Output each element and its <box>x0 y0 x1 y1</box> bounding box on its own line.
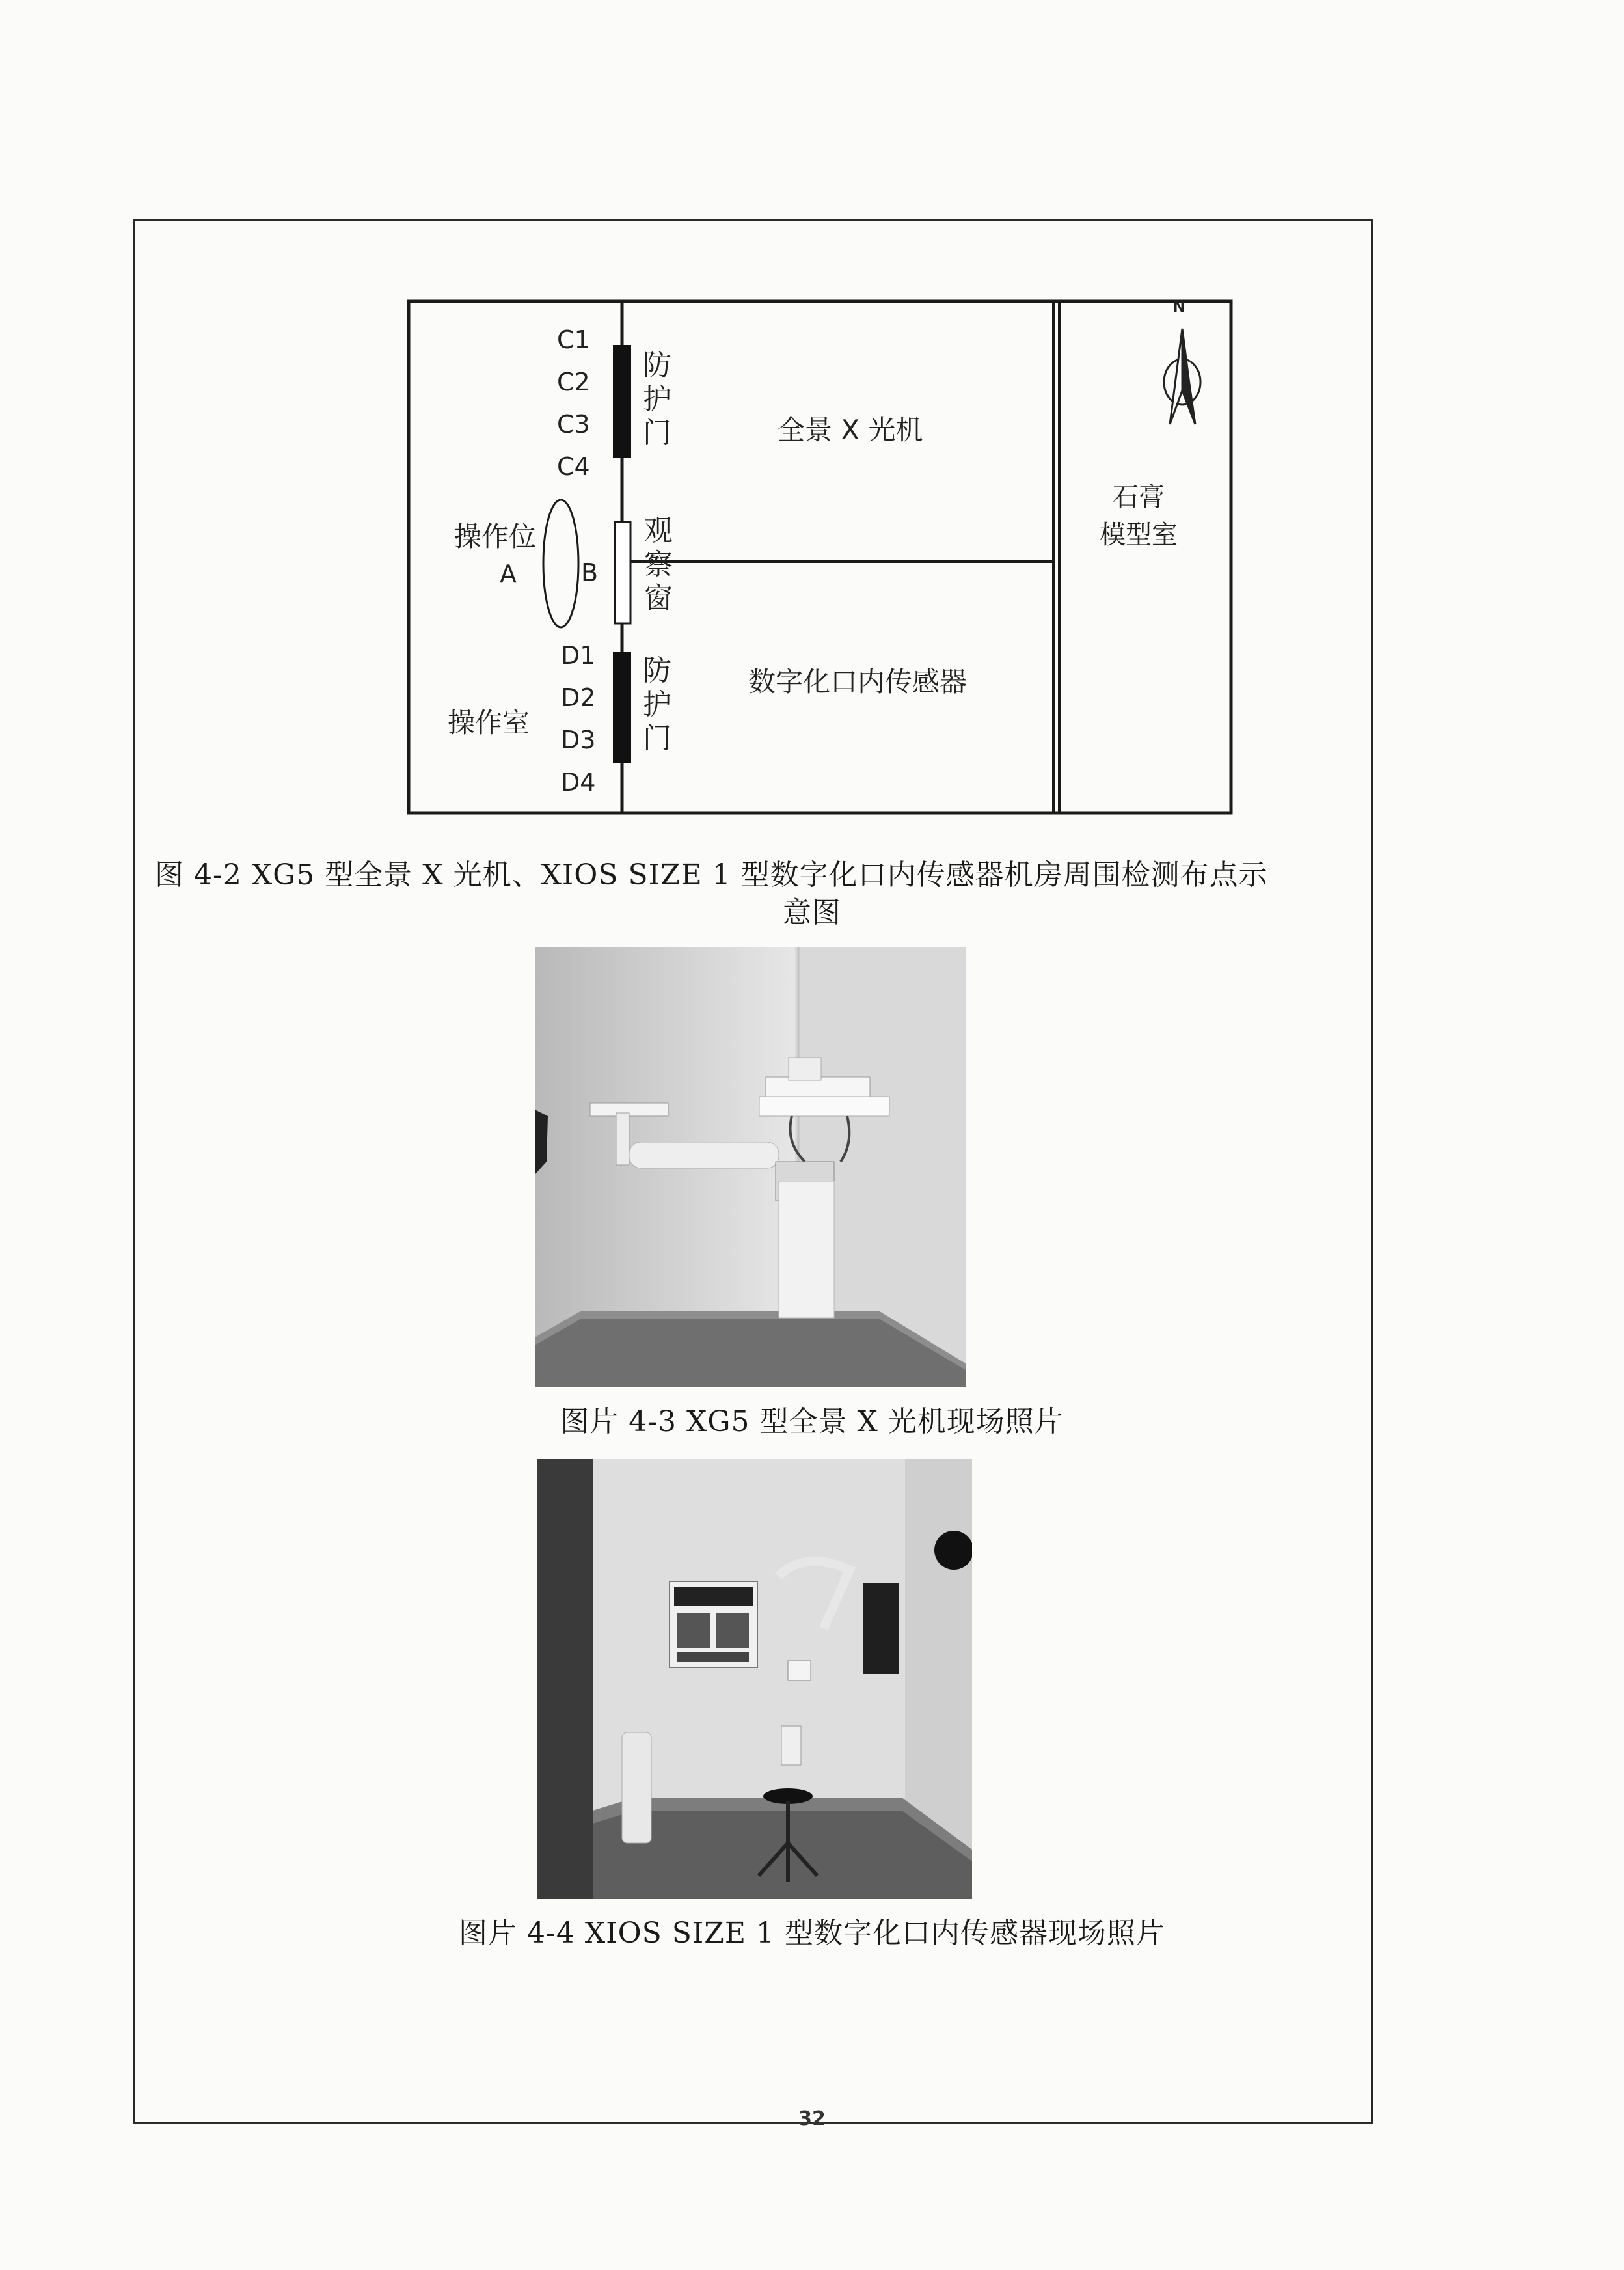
figure-4-2-caption-line1: 图 4-2 XG5 型全景 X 光机、XIOS SIZE 1 型数字化口内传感器机房周围检测布点示 <box>155 858 1268 892</box>
observation-window-label: 观 察 窗 <box>644 514 673 615</box>
protective-door-bottom-label: 防 护 门 <box>643 654 671 755</box>
photo-4-4-caption: 图片 4-4 XIOS SIZE 1 型数字化口内传感器现场照片 <box>459 1917 1165 1950</box>
panoramic-room-label: 全景 X 光机 <box>778 414 923 446</box>
north-arrow-icon <box>1164 329 1200 424</box>
measure-point-d3: D3 <box>561 726 596 754</box>
page-number: 32 <box>798 2107 826 2130</box>
floor-plan-outline <box>409 301 1231 813</box>
intraoral-room-label: 数字化口内传感器 <box>748 666 968 698</box>
north-label: N <box>1172 297 1186 316</box>
figure-4-2-caption-line2: 意图 <box>783 896 841 929</box>
measure-point-d2: D2 <box>561 683 596 712</box>
photo-4-3-caption: 图片 4-3 XG5 型全景 X 光机现场照片 <box>560 1405 1064 1438</box>
panoramic-xray-photo <box>535 947 966 1387</box>
measure-point-c3: C3 <box>557 410 590 439</box>
operation-room-label: 操作室 <box>448 707 530 739</box>
measure-point-d4: D4 <box>561 768 596 797</box>
intraoral-sensor-photo <box>537 1459 972 1899</box>
measure-point-c1: C1 <box>557 325 590 354</box>
plaster-room-label: 石膏 模型室 <box>1100 482 1178 550</box>
operator-position-marker <box>543 500 578 627</box>
measure-point-b: B <box>581 558 599 587</box>
measure-point-c2: C2 <box>557 368 590 396</box>
operator-position-label: 操作位 <box>454 521 537 553</box>
protective-door-top <box>613 345 631 458</box>
measure-point-d1: D1 <box>561 641 596 670</box>
protective-door-bottom <box>613 652 631 763</box>
measure-point-c4: C4 <box>557 452 590 481</box>
measure-point-a: A <box>500 560 517 588</box>
protective-door-top-label: 防 护 门 <box>643 349 671 450</box>
observation-window <box>615 522 630 623</box>
